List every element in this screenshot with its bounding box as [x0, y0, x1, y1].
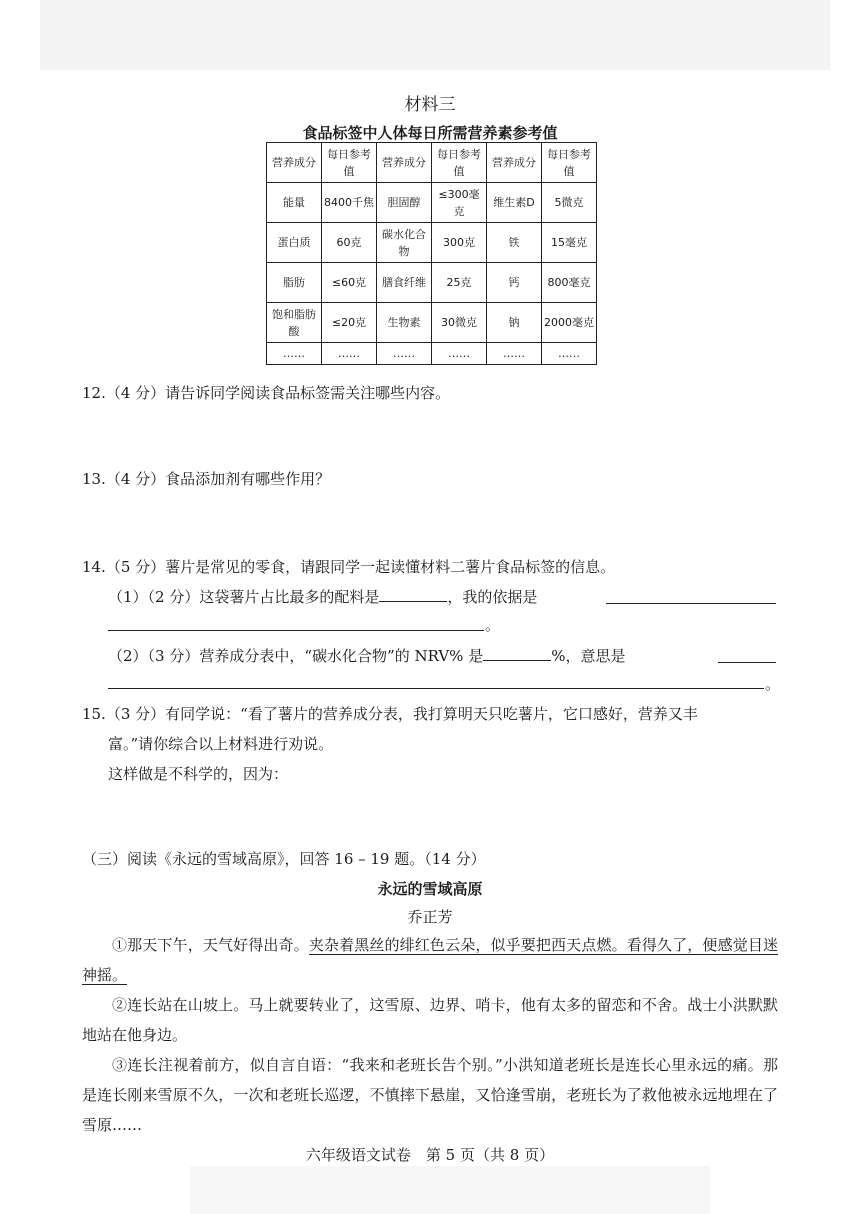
answer-blank[interactable]	[483, 659, 551, 661]
table-header-row	[267, 143, 597, 183]
table-cell: ≤300毫克	[432, 183, 487, 223]
table-cell: ……	[322, 343, 377, 365]
table-cell: 饱和脂肪酸	[267, 303, 322, 343]
table-cell: 300克	[432, 223, 487, 263]
table-row	[267, 223, 597, 263]
header-cell: 每日参考值	[432, 143, 487, 183]
table-cell: ……	[267, 343, 322, 365]
table-cell: 能量	[267, 183, 322, 223]
table-cell: 5微克	[542, 183, 597, 223]
table-cell: 8400千焦	[322, 183, 377, 223]
table-cell: 蛋白质	[267, 223, 322, 263]
page-footer: 六年级语文试卷 第 5 页（共 8 页）	[305, 1146, 555, 1164]
section-3-heading: （三）阅读《永远的雪域高原》，回答 16 – 19 题。（14 分）	[82, 850, 486, 868]
q14-1-prompt: （1）（2 分）这袋薯片占比最多的配料是	[108, 588, 380, 606]
question-14-part-2	[108, 645, 625, 666]
question-14: 14.（5 分）薯片是常见的零食，请跟同学一起读懂材料二薯片食品标签的信息。	[82, 558, 616, 576]
table-cell: 脂肪	[267, 263, 322, 303]
table-cell: ≤20克	[322, 303, 377, 343]
table-cell: 胆固醇	[377, 183, 432, 223]
question-14-part-1	[108, 586, 537, 607]
table-title: 食品标签中人体每日所需营养素参考值	[302, 124, 558, 142]
table-cell: 60克	[322, 223, 377, 263]
table-cell: 25克	[432, 263, 487, 303]
answer-blank[interactable]	[379, 600, 447, 602]
q14-2-prompt: （2）（3 分）营养成分表中，“碳水化合物”的 NRV% 是	[108, 647, 484, 665]
table-cell: ……	[542, 343, 597, 365]
header-cell: 营养成分	[267, 143, 322, 183]
header-cell: 营养成分	[377, 143, 432, 183]
q14-1-basis-label: ，我的依据是	[447, 588, 538, 606]
q14-1-period: 。	[485, 616, 501, 634]
table-cell: ……	[487, 343, 542, 365]
table-cell: 30微克	[432, 303, 487, 343]
story-author: 乔正芳	[407, 908, 453, 926]
answer-line[interactable]	[718, 662, 776, 663]
table-cell: ……	[432, 343, 487, 365]
table-cell: 800毫克	[542, 263, 597, 303]
table-row	[267, 263, 597, 303]
table-cell: 维生素D	[487, 183, 542, 223]
table-cell: ≤60克	[322, 263, 377, 303]
scan-shadow-top	[40, 0, 830, 70]
header-cell: 营养成分	[487, 143, 542, 183]
paragraph-2: ②连长站在山坡上。马上就要转业了，这雪原、边界、哨卡，他有太多的留恋和不舍。战士小洪默默地站在他身边。	[82, 996, 778, 1044]
question-12: 12.（4 分）请告诉同学阅读食品标签需关注哪些内容。	[82, 384, 451, 402]
table-cell: 钙	[487, 263, 542, 303]
table-cell: 钠	[487, 303, 542, 343]
table-row	[267, 343, 597, 365]
material-heading: 材料三	[404, 95, 456, 115]
question-15-line-2: 富。”请你综合以上材料进行劝说。	[108, 735, 334, 753]
table-cell: ……	[377, 343, 432, 365]
nutrition-reference-table	[266, 142, 597, 365]
underlined-sentence: 夹杂着黑丝的绯红色云朵，似乎要把西天点燃。看得久了，便感觉目迷神摇。	[82, 936, 778, 984]
table-cell: 碳水化合物	[377, 223, 432, 263]
table-cell: 生物素	[377, 303, 432, 343]
answer-line[interactable]	[108, 688, 764, 689]
table-cell: 膳食纤维	[377, 263, 432, 303]
table-row	[267, 183, 597, 223]
header-cell: 每日参考值	[542, 143, 597, 183]
paragraph-3: ③连长注视着前方，似自言自语：“我来和老班长告个别。”小洪知道老班长是连长心里永远的痛。那是连长刚来雪原不久，一次和老班长巡逻，不慎摔下悬崖，又恰逢雪崩，老班长为了救他被永远地埋在了雪原……	[82, 1056, 778, 1134]
table-cell: 铁	[487, 223, 542, 263]
header-cell: 每日参考值	[322, 143, 377, 183]
answer-line[interactable]	[108, 630, 484, 631]
paragraph-1-start: ①那天下午，天气好得出奇。	[112, 936, 309, 954]
answer-line[interactable]	[606, 603, 776, 604]
story-title: 永远的雪域高原	[377, 880, 483, 898]
question-15-answer-prompt: 这样做是不科学的，因为：	[108, 765, 289, 783]
question-15-line-1: 15.（3 分）有同学说：“看了薯片的营养成分表，我打算明天只吃薯片，它口感好，营养又丰	[82, 705, 698, 723]
scan-shadow-bottom	[190, 1166, 710, 1214]
table-cell: 2000毫克	[542, 303, 597, 343]
table-row	[267, 303, 597, 343]
table-cell: 15毫克	[542, 223, 597, 263]
question-13: 13.（4 分）食品添加剂有哪些作用？	[82, 470, 331, 488]
q14-2-meaning-label: %，意思是	[551, 647, 626, 665]
paragraph-1	[82, 930, 778, 990]
q14-2-period: 。	[765, 675, 781, 693]
